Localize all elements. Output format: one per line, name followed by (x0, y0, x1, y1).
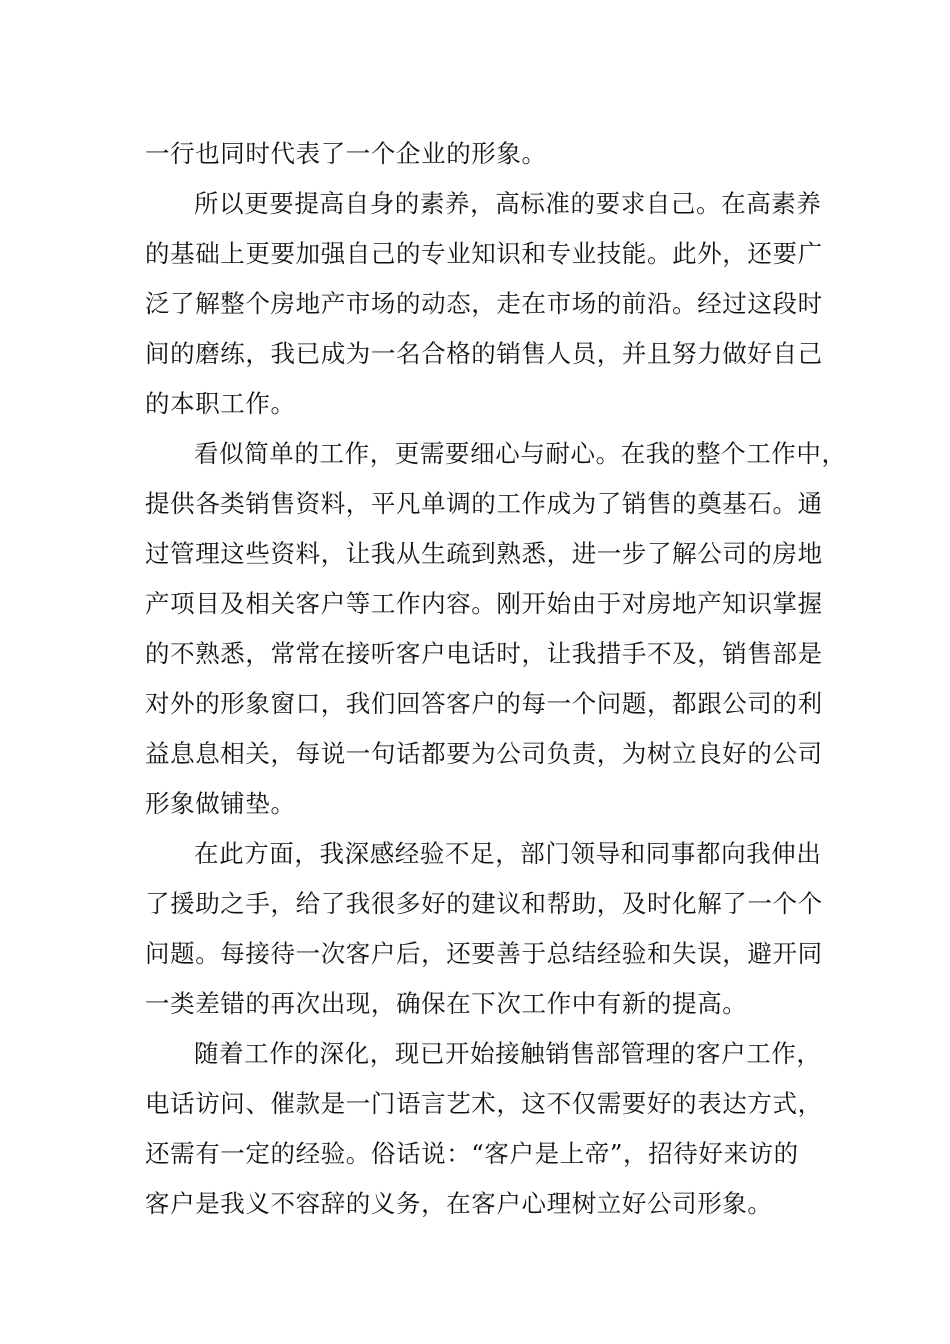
text-line: 一行也同时代表了一个企业的形象。 (145, 139, 547, 168)
text-line: 问题。每接待一次客户后，还要善于总结经验和失误，避开同 (145, 939, 823, 968)
text-line: 提供各类销售资料，平凡单调的工作成为了销售的奠基石。通 (145, 489, 823, 518)
paragraph-start-line: 所以更要提高自身的素养，高标准的要求自己。在高素养 (194, 189, 822, 218)
text-line: 的基础上更要加强自己的专业知识和专业技能。此外，还要广 (145, 239, 823, 268)
text-line: 一类差错的再次出现，确保在下次工作中有新的提高。 (145, 989, 748, 1018)
paragraph-start-line: 看似简单的工作，更需要细心与耐心。在我的整个工作中， (194, 439, 847, 468)
text-line: 过管理这些资料，让我从生疏到熟悉，进一步了解公司的房地 (145, 539, 823, 568)
text-line: 客户是我义不容辞的义务，在客户心理树立好公司形象。 (145, 1189, 773, 1218)
text-line: 益息息相关，每说一句话都要为公司负责，为树立良好的公司 (145, 739, 823, 768)
document-body (145, 129, 847, 1229)
text-line: 电话访问、催款是一门语言艺术，这不仅需要好的表达方式， (145, 1089, 823, 1118)
text-line: 的不熟悉，常常在接听客户电话时，让我措手不及，销售部是 (145, 639, 823, 668)
paragraph-start-line: 在此方面，我深感经验不足，部门领导和同事都向我伸出 (194, 839, 822, 868)
text-line: 间的磨练，我已成为一名合格的销售人员，并且努力做好自己 (145, 339, 823, 368)
text-line: 形象做铺垫。 (145, 789, 296, 818)
paragraph-start-line: 随着工作的深化，现已开始接触销售部管理的客户工作， (194, 1039, 822, 1068)
text-line: 产项目及相关客户等工作内容。刚开始由于对房地产知识掌握 (145, 589, 823, 618)
text-line: 对外的形象窗口，我们回答客户的每一个问题，都跟公司的利 (145, 689, 823, 718)
text-line: 了援助之手，给了我很多好的建议和帮助，及时化解了一个个 (145, 889, 823, 918)
text-line: 泛了解整个房地产市场的动态，走在市场的前沿。经过这段时 (145, 289, 823, 318)
text-line: 还需有一定的经验。俗话说：“客户是上帝”，招待好来访的 (145, 1139, 799, 1168)
text-line: 的本职工作。 (145, 389, 296, 418)
